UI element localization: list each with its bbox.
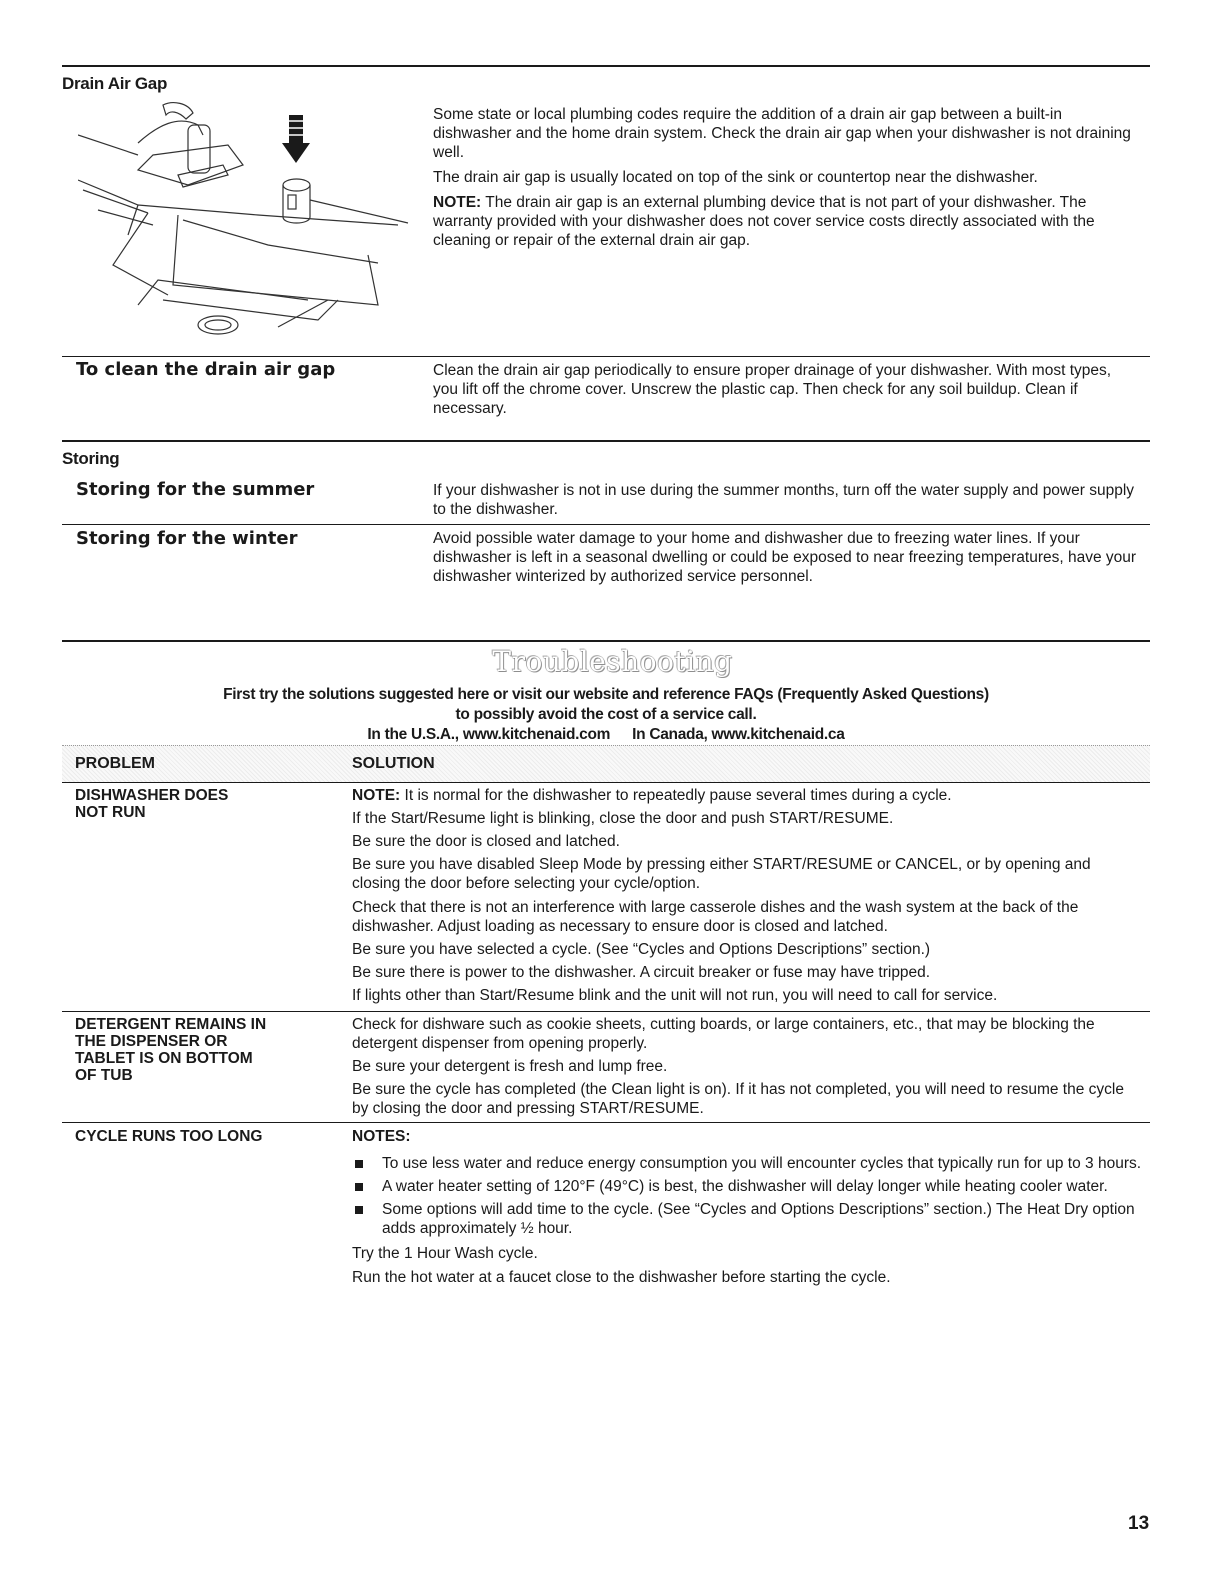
intro-line-2: to possibly avoid the cost of a service call. [455, 706, 757, 723]
troubleshooting-rule [62, 640, 1150, 642]
list-item: To use less water and reduce energy consumption you will encounter cycles that typically run for up to 3 hours. [352, 1154, 1142, 1173]
problem-line: OF TUB [75, 1067, 133, 1084]
notes-list [352, 1154, 1142, 1238]
col-solution: SOLUTION [352, 755, 435, 772]
note-text: The drain air gap is an external plumbing device that is not part of your dishwasher. The warranty provided with your dishwasher does not cover service costs directly associated with the cleaning or repair of the external drain air gap. [433, 194, 1095, 249]
table-header [62, 745, 1150, 783]
notes-label: NOTES: [352, 1128, 411, 1145]
problem-line: THE DISPENSER OR [75, 1033, 228, 1050]
col-problem: PROBLEM [75, 755, 155, 772]
intro-line-3 [62, 725, 1150, 745]
usa-website-link[interactable]: In the U.S.A., www.kitchenaid.com [367, 726, 611, 743]
list-item: A water heater setting of 120°F (49°C) is best, the dishwasher will delay longer while heating cooler water. [352, 1177, 1142, 1196]
drain-air-gap-text [433, 105, 1138, 256]
list-item: Some options will add time to the cycle. (See “Cycles and Options Descriptions” section.) The Heat Dry option adds approximately ½ hour. [352, 1200, 1142, 1238]
problem-line: NOT RUN [75, 804, 146, 821]
drain-air-gap-paragraph-2: The drain air gap is usually located on top of the sink or countertop near the dishwasher. [433, 169, 1038, 186]
solution-item: Be sure your detergent is fresh and lump free. [352, 1058, 668, 1075]
solution-item: If the Start/Resume light is blinking, close the door and push START/RESUME. [352, 810, 894, 827]
drain-air-gap-title: Drain Air Gap [62, 74, 168, 93]
solution-item: Be sure you have disabled Sleep Mode by pressing either START/RESUME or CANCEL, or by opening and closing the door before selecting your cycle/option. [352, 856, 1091, 892]
storing-summer-text: If your dishwasher is not in use during the summer months, turn off the water supply and power supply to the dishwasher. [433, 482, 1135, 518]
solution-item: Be sure the cycle has completed (the Clean light is on). If it has not completed, you will need to resume the cycle by closing the door and pressing START/RESUME. [352, 1081, 1124, 1117]
problem-line: DISHWASHER DOES [75, 787, 229, 804]
storing-summer-title: Storing for the summer [76, 479, 315, 500]
intro-line-1: First try the solutions suggested here or visit our website and reference FAQs (Frequently Asked Questions) [223, 686, 989, 703]
storing-winter-title: Storing for the winter [76, 528, 298, 549]
solution-dishwasher-does-not-run [352, 786, 1142, 1011]
storing-winter-text: Avoid possible water damage to your home and dishwasher due to freezing water lines. If your dishwasher is left in a seasonal dwelling or could be exposed to near freezing temperatures, have your dishwasher winterized by authorized service personnel. [433, 530, 1137, 585]
problem-line: DETERGENT REMAINS IN [75, 1016, 267, 1033]
storing-title: Storing [62, 449, 120, 468]
problem-detergent-remains [75, 1016, 266, 1084]
solution-item: Check for dishware such as cookie sheets, cutting boards, or large containers, etc., that may be blocking the detergent dispenser from opening properly. [352, 1016, 1095, 1052]
solution-item: Be sure the door is closed and latched. [352, 833, 620, 850]
page-number: 13 [1128, 1513, 1150, 1534]
solution-item: Run the hot water at a faucet close to the dishwasher before starting the cycle. [352, 1269, 891, 1286]
solution-item: Try the 1 Hour Wash cycle. [352, 1245, 538, 1262]
sink-drain-air-gap-illustration [78, 95, 418, 345]
top-rule [62, 65, 1150, 67]
problem-dishwasher-does-not-run [75, 787, 228, 821]
note-label: NOTE: [352, 787, 401, 804]
row-divider [62, 1122, 1150, 1123]
canada-website-link[interactable]: In Canada, www.kitchenaid.ca [632, 726, 845, 743]
clean-title: To clean the drain air gap [76, 359, 336, 380]
note-label: NOTE: [433, 194, 482, 211]
troubleshooting-title: Troubleshooting [492, 645, 733, 678]
storing-rule [62, 440, 1150, 442]
solution-item: Check that there is not an interference with large casserole dishes and the wash system at the back of the dishwasher. Adjust loading as necessary to ensure door is closed and latched. [352, 899, 1079, 935]
drain-air-gap-note [433, 193, 1138, 250]
table-header-rule [62, 782, 1150, 783]
note-text: It is normal for the dishwasher to repeatedly pause several times during a cycle. [400, 787, 952, 804]
clean-rule [62, 356, 1150, 357]
problem-cycle-runs-too-long: CYCLE RUNS TOO LONG [75, 1128, 263, 1145]
solution-detergent-remains [352, 1015, 1142, 1124]
winter-rule [62, 524, 1150, 525]
problem-line: TABLET IS ON BOTTOM [75, 1050, 253, 1067]
clean-text: Clean the drain air gap periodically to ensure proper drainage of your dishwasher. With most types, you lift off the chrome cover. Unscrew the plastic cap. Then check for any soil buildup. Clean if necessary. [433, 362, 1112, 417]
solution-item: Be sure you have selected a cycle. (See “Cycles and Options Descriptions” section.) [352, 941, 931, 958]
row-divider [62, 1011, 1150, 1012]
solution-note [352, 786, 1142, 805]
solution-item: If lights other than Start/Resume blink and the unit will not run, you will need to call for service. [352, 987, 998, 1004]
solution-cycle-runs-too-long [352, 1127, 1142, 1293]
drain-air-gap-paragraph-1: Some state or local plumbing codes require the addition of a drain air gap between a built-in dishwasher and the home drain system. Check the drain air gap when your dishwasher is not draining well. [433, 106, 1131, 161]
solution-item: Be sure there is power to the dishwasher. A circuit breaker or fuse may have tripped. [352, 964, 931, 981]
troubleshooting-intro [62, 685, 1150, 745]
